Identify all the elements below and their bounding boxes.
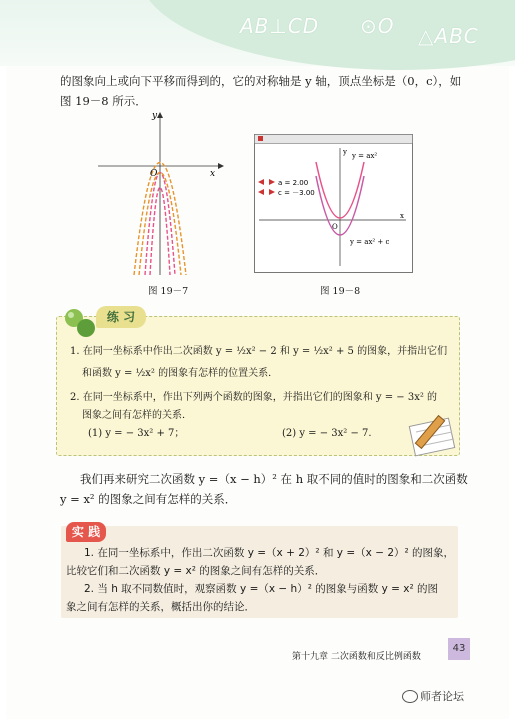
exercise-item1-line2: 和函数 y = ½x² 的图象有怎样的位置关系． xyxy=(82,368,279,379)
exercise-sub1: (1) y = − 3x² + 7； xyxy=(88,428,185,439)
fig8-close-icon xyxy=(258,136,263,141)
header-deco-mid: ⊙O xyxy=(360,14,395,38)
chapter-footer: 第十九章 二次函数和反比例函数 xyxy=(292,652,421,662)
figure-19-7 xyxy=(90,110,230,280)
fig8-frame xyxy=(255,135,413,273)
header-band xyxy=(0,0,515,66)
page-number: 43 xyxy=(448,638,470,660)
exercise-title: 练 习 xyxy=(96,306,146,328)
fig8-param-a: a = 2.00 xyxy=(278,179,309,187)
header-deco-right: △ABC xyxy=(418,24,479,48)
fig8-param-c: c = －3.00 xyxy=(278,189,315,197)
fig7-y-label: y xyxy=(152,111,158,121)
figure-19-8 xyxy=(254,134,414,274)
exercise-item2-line1: 2. 在同一坐标系中，作出下列两个函数的图象，并指出它们的图象和 y = − 3x² 的 xyxy=(70,392,438,403)
body2-line2: y = x² 的图象之间有怎样的关系． xyxy=(60,492,237,506)
practice-item2-line1: 2. 当 h 取不同数值时，观察函数 y =（x − h）² 的图象与函数 y = x² 的图 xyxy=(84,583,439,595)
practice-item1-line1: 1. 在同一坐标系中，作出二次函数 y =（x + 2）² 和 y =（x − 2）² 的图象， xyxy=(84,547,455,559)
practice-item2-line2: 象之间有怎样的关系，概括出你的结论． xyxy=(66,601,255,613)
intro-line1: 的图象向上或向下平移而得到的，它的对称轴是 y 轴，顶点坐标是（0，c），如 xyxy=(60,74,462,88)
fig7-caption: 图 19－7 xyxy=(148,286,189,297)
fig8-y-label: y xyxy=(343,148,347,156)
pencil-notebook-icon xyxy=(406,412,462,460)
body2-line1: 我们再来研究二次函数 y =（x − h）² 在 h 取不同的值时的图象和二次函数 xyxy=(80,472,468,486)
practice-tag: 实 践 xyxy=(66,522,106,542)
fig7-x-label: x xyxy=(210,169,216,179)
fig8-x-label: x xyxy=(400,212,404,220)
wechat-icon xyxy=(402,690,418,703)
header-deco-left: AB⊥CD xyxy=(240,14,320,38)
fig7-y-arrow-icon xyxy=(157,112,163,118)
fig8-titlebar xyxy=(255,135,413,144)
exercise-item1-line1: 1. 在同一坐标系中作出二次函数 y = ½x² − 2 和 y = ½x² + 5 的图象，并指出它们 xyxy=(70,346,448,357)
fig7-x-arrow-icon xyxy=(218,163,224,169)
practice-item1-line2: 比较它们和二次函数 y = x² 的图象之间有怎样的关系． xyxy=(66,565,326,577)
watermark: 师者论坛 xyxy=(420,690,464,703)
fig8-origin-label: O xyxy=(332,223,338,231)
fig8-curve-bottom-label: y = ax² + c xyxy=(350,238,390,246)
fig8-caption: 图 19－8 xyxy=(320,286,361,297)
fig8-curve-top-label: y = ax² xyxy=(352,152,378,160)
exercise-item2-line2: 图象之间有怎样的关系． xyxy=(82,410,192,421)
exercise-balls-icon xyxy=(62,306,98,340)
fig7-origin-label: O xyxy=(150,169,158,179)
intro-line2: 图 19－8 所示． xyxy=(60,94,147,108)
exercise-sub2: (2) y = − 3x² − 7. xyxy=(282,428,372,439)
